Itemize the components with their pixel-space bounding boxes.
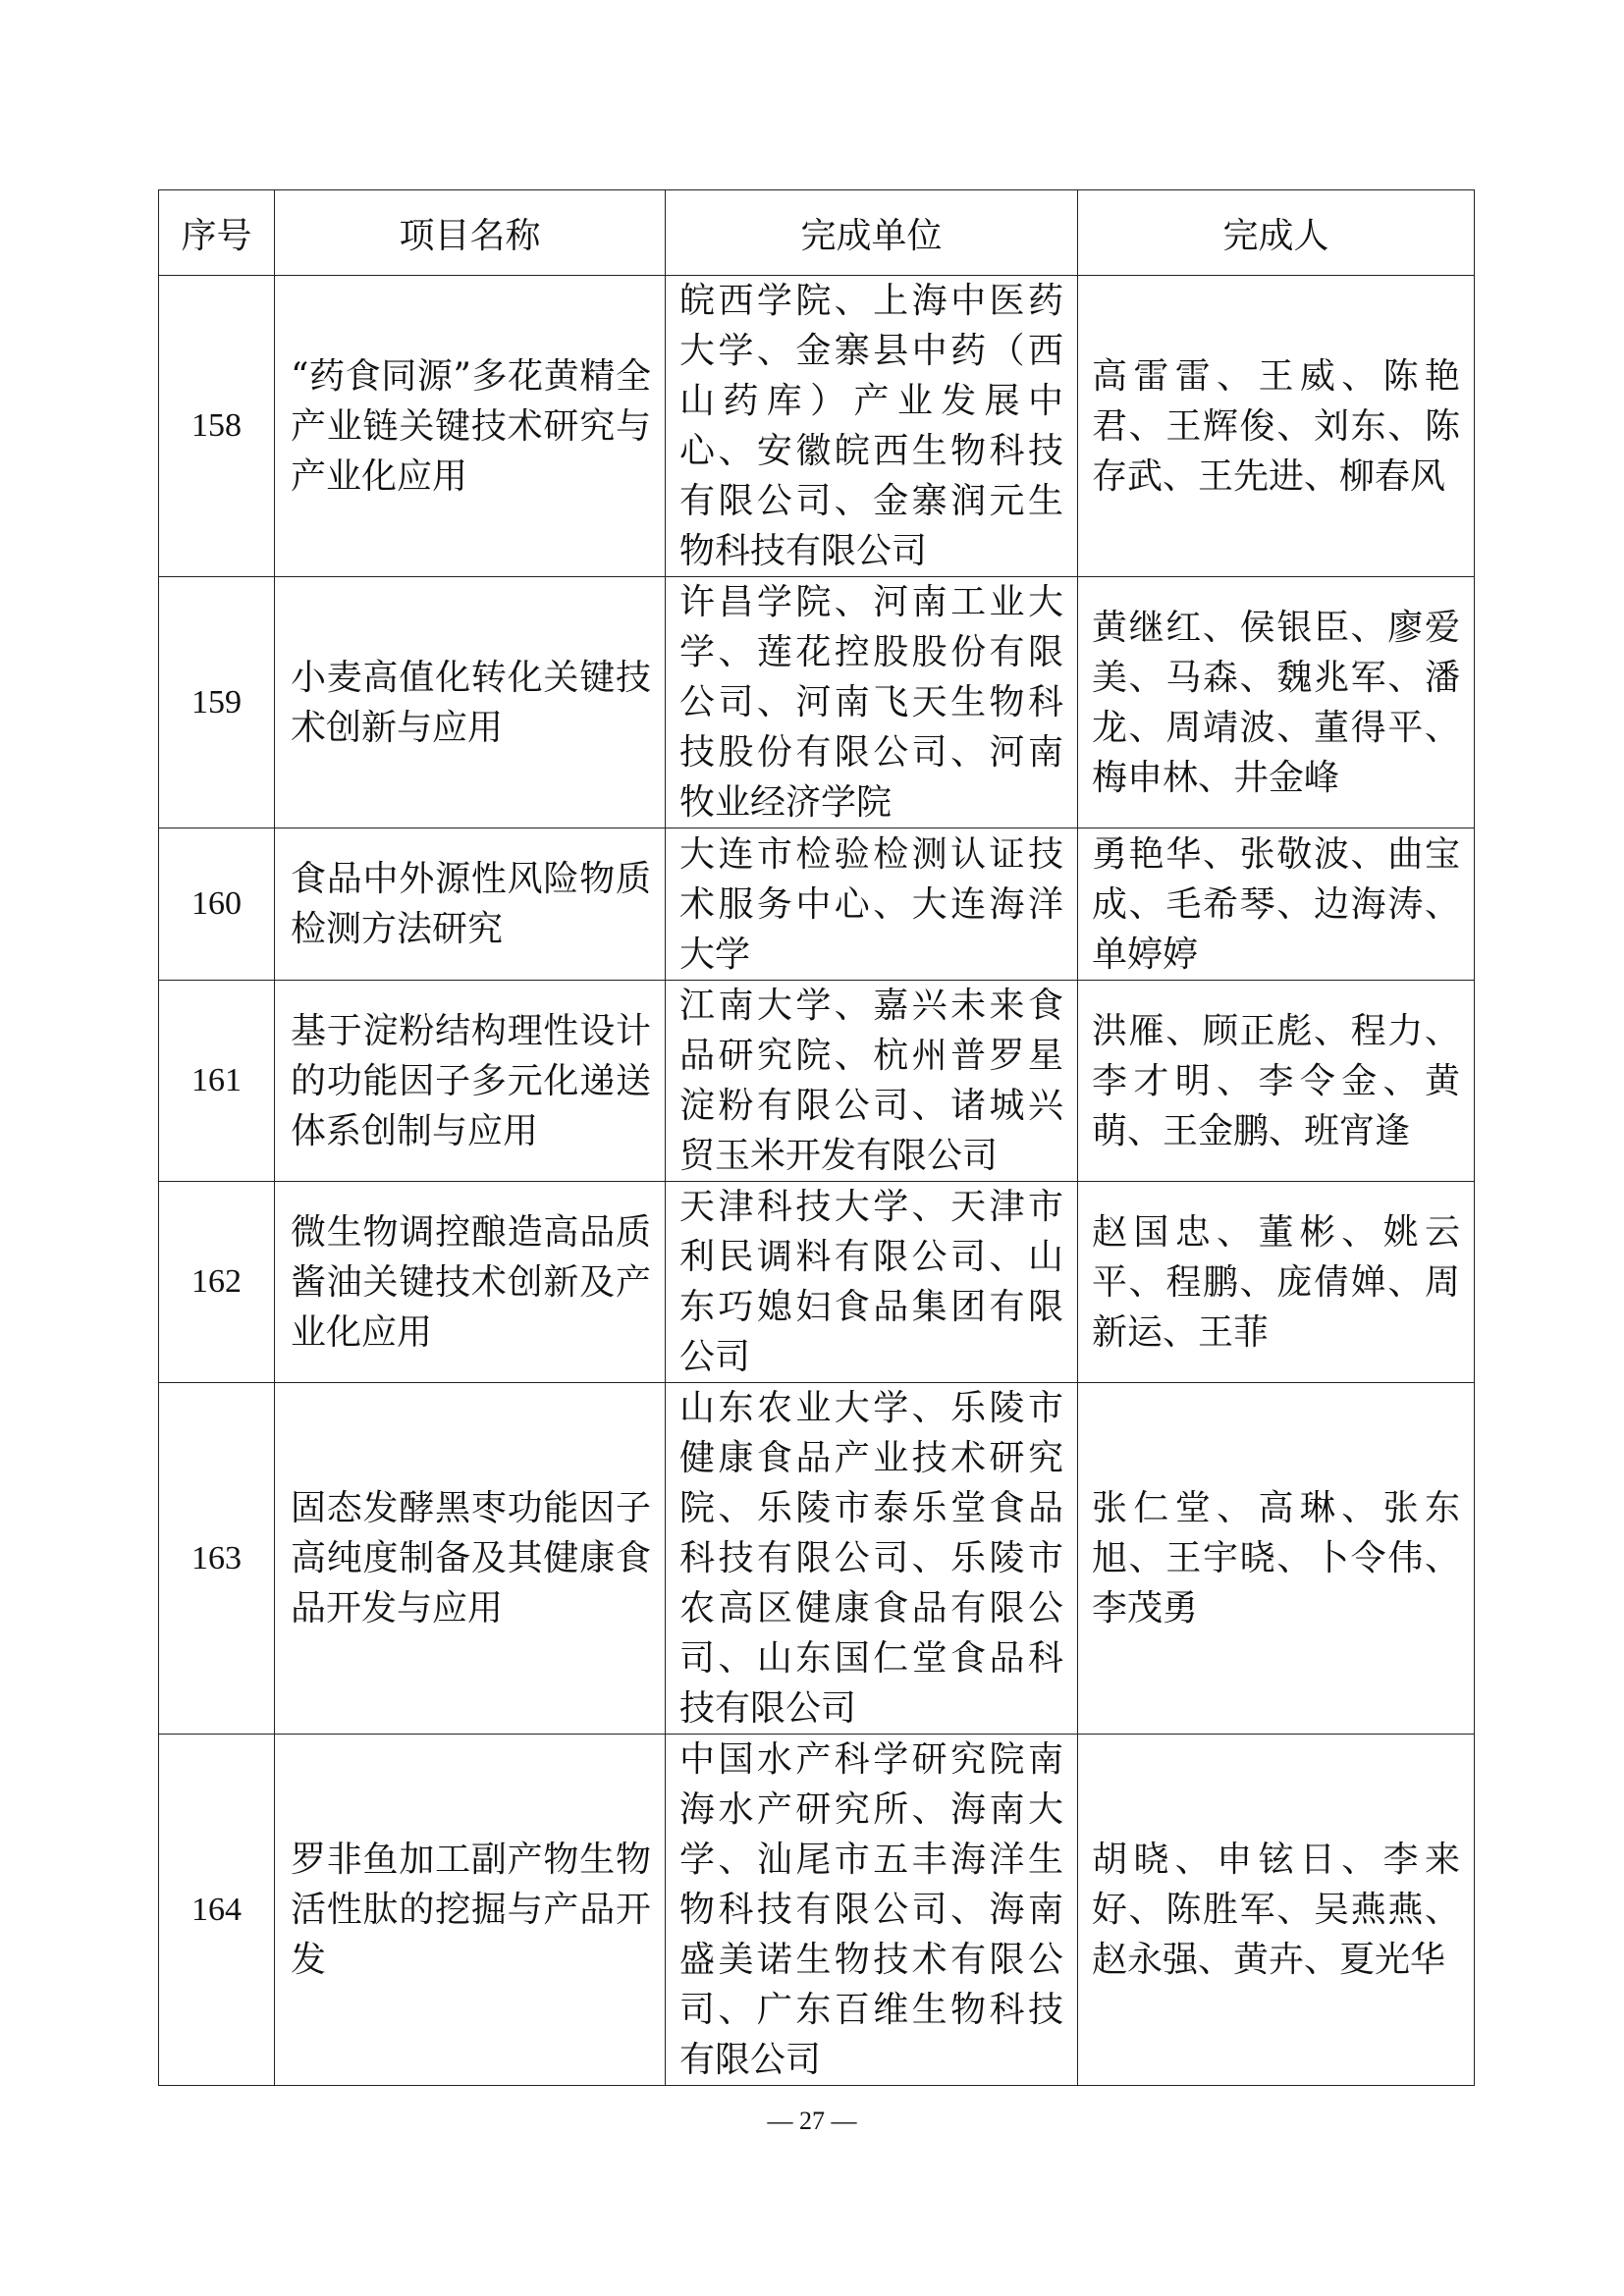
project-name: 小麦高值化转化关键技术创新与应用 (275, 577, 666, 828)
header-serial-number: 序号 (159, 190, 275, 276)
completing-persons: 胡晓、申铉日、李来好、陈胜军、吴燕燕、赵永强、黄卉、夏光华 (1078, 1735, 1475, 2086)
project-name: 固态发酵黑枣功能因子高纯度制备及其健康食品开发与应用 (275, 1383, 666, 1735)
table-header-row (159, 190, 1475, 276)
completing-units: 皖西学院、上海中医药大学、金寨县中药（西山药库）产业发展中心、安徽皖西生物科技有限公司、金寨润元生物科技有限公司 (666, 276, 1078, 577)
row-number: 163 (159, 1383, 275, 1735)
completing-persons: 洪雁、顾正彪、程力、李才明、李令金、黄萌、王金鹏、班宵逢 (1078, 981, 1475, 1182)
project-name: 微生物调控酿造高品质酱油关键技术创新及产业化应用 (275, 1182, 666, 1383)
completing-units: 山东农业大学、乐陵市健康食品产业技术研究院、乐陵市泰乐堂食品科技有限公司、乐陵市农高区健康食品有限公司、山东国仁堂食品科技有限公司 (666, 1383, 1078, 1735)
table-row (159, 577, 1475, 828)
table-row (159, 276, 1475, 577)
completing-units: 许昌学院、河南工业大学、莲花控股股份有限公司、河南飞天生物科技股份有限公司、河南牧业经济学院 (666, 577, 1078, 828)
row-number: 161 (159, 981, 275, 1182)
project-name: 食品中外源性风险物质检测方法研究 (275, 828, 666, 981)
table-row (159, 1383, 1475, 1735)
header-completing-units: 完成单位 (666, 190, 1078, 276)
table-row (159, 981, 1475, 1182)
row-number: 159 (159, 577, 275, 828)
project-name: 罗非鱼加工副产物生物活性肽的挖掘与产品开发 (275, 1735, 666, 2086)
completing-units: 江南大学、嘉兴未来食品研究院、杭州普罗星淀粉有限公司、诸城兴贸玉米开发有限公司 (666, 981, 1078, 1182)
project-name: 基于淀粉结构理性设计的功能因子多元化递送体系创制与应用 (275, 981, 666, 1182)
table-row (159, 828, 1475, 981)
page-number: — 27 — (767, 2107, 857, 2135)
completing-units: 大连市检验检测认证技术服务中心、大连海洋大学 (666, 828, 1078, 981)
completing-units: 天津科技大学、天津市利民调料有限公司、山东巧媳妇食品集团有限公司 (666, 1182, 1078, 1383)
completing-persons: 黄继红、侯银臣、廖爱美、马森、魏兆军、潘龙、周靖波、董得平、梅申林、井金峰 (1078, 577, 1475, 828)
completing-persons: 高雷雷、王威、陈艳君、王辉俊、刘东、陈存武、王先进、柳春风 (1078, 276, 1475, 577)
header-project-name: 项目名称 (275, 190, 666, 276)
table-row (159, 1735, 1475, 2086)
row-number: 162 (159, 1182, 275, 1383)
row-number: 164 (159, 1735, 275, 2086)
completing-persons: 张仁堂、高琳、张东旭、王宇晓、卜令伟、李茂勇 (1078, 1383, 1475, 1735)
completing-persons: 勇艳华、张敬波、曲宝成、毛希琴、边海涛、单婷婷 (1078, 828, 1475, 981)
header-completing-persons: 完成人 (1078, 190, 1475, 276)
project-name: “药食同源”多花黄精全产业链关键技术研究与产业化应用 (275, 276, 666, 577)
completing-persons: 赵国忠、董彬、姚云平、程鹏、庞倩婵、周新运、王菲 (1078, 1182, 1475, 1383)
completing-units: 中国水产科学研究院南海水产研究所、海南大学、汕尾市五丰海洋生物科技有限公司、海南盛美诺生物技术有限公司、广东百维生物科技有限公司 (666, 1735, 1078, 2086)
table-row (159, 1182, 1475, 1383)
awards-table (158, 189, 1475, 2086)
row-number: 160 (159, 828, 275, 981)
row-number: 158 (159, 276, 275, 577)
